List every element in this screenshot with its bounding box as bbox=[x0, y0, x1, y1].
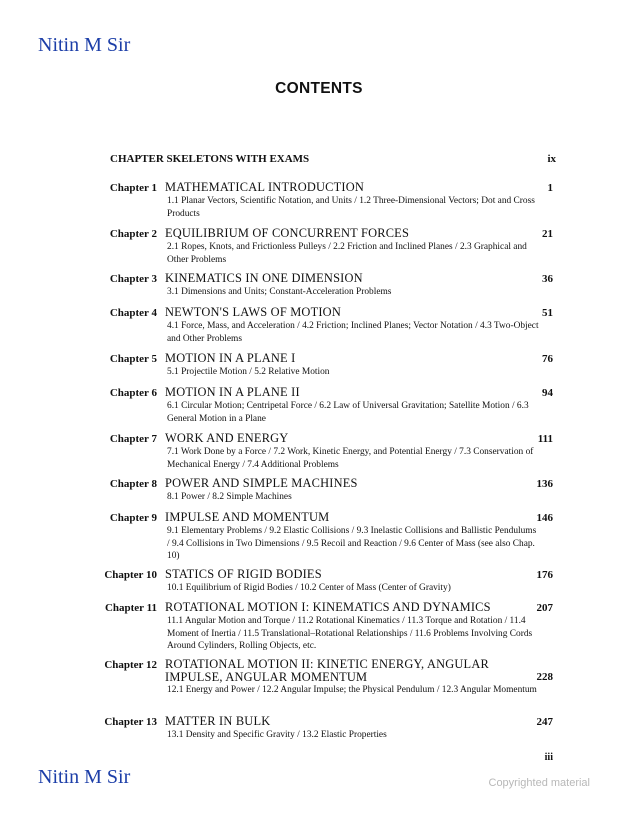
chapter-page: 51 bbox=[542, 307, 553, 319]
chapter-page: 176 bbox=[536, 569, 553, 581]
chapter-title: MOTION IN A PLANE II bbox=[165, 385, 300, 399]
chapter-label: Chapter 11 bbox=[104, 602, 157, 614]
chapter-label: Chapter 10 bbox=[104, 569, 157, 581]
chapter-title: KINEMATICS IN ONE DIMENSION bbox=[165, 271, 363, 285]
chapter-page: 228 bbox=[536, 671, 553, 683]
chapter-title: IMPULSE AND MOMENTUM bbox=[165, 510, 330, 524]
chapter-page: 207 bbox=[536, 602, 553, 614]
chapter-label: Chapter 12 bbox=[104, 659, 157, 671]
chapter-title: MATTER IN BULK bbox=[165, 714, 271, 728]
chapter-sections: 1.1 Planar Vectors, Scientific Notation, and Units / 1.2 Three-Dimensional Vectors; Dot and Cross Products bbox=[167, 196, 535, 219]
chapter-sections: 13.1 Density and Specific Gravity / 13.2 Elastic Properties bbox=[167, 730, 387, 740]
chapter-label: Chapter 7 bbox=[109, 433, 157, 445]
chapter-label: Chapter 9 bbox=[109, 512, 157, 524]
chapter-title: EQUILIBRIUM OF CONCURRENT FORCES bbox=[165, 226, 410, 240]
chapter-page: 136 bbox=[536, 478, 553, 490]
chapter-title: ROTATIONAL MOTION I: KINEMATICS AND DYNAMICS bbox=[165, 600, 491, 614]
chapter-page: 146 bbox=[536, 512, 553, 524]
chapter-page: 21 bbox=[542, 228, 553, 240]
chapter-label: Chapter 2 bbox=[109, 228, 157, 240]
chapter-sections: 2.1 Ropes, Knots, and Frictionless Pulleys / 2.2 Friction and Inclined Planes / 2.3 Graphical and Other Problems bbox=[167, 242, 527, 265]
chapter-sections: 5.1 Projectile Motion / 5.2 Relative Motion bbox=[167, 367, 330, 377]
copyright-notice: Copyrighted material bbox=[488, 777, 590, 789]
chapter-title: WORK AND ENERGY bbox=[165, 431, 289, 445]
chapter-page: 94 bbox=[542, 387, 553, 399]
chapter-sections: 7.1 Work Done by a Force / 7.2 Work, Kinetic Energy, and Potential Energy / 7.3 Conservation of Mechanical Energy / 7.4 Additional Problems bbox=[167, 447, 534, 470]
page-number: iii bbox=[544, 752, 553, 763]
chapter-label: Chapter 3 bbox=[109, 273, 157, 285]
chapter-sections: 4.1 Force, Mass, and Acceleration / 4.2 Friction; Inclined Planes; Vector Notation / 4.3 Two-Object and Other Problems bbox=[167, 321, 539, 344]
chapter-page: 76 bbox=[542, 353, 553, 365]
watermark-top: Nitin M Sir bbox=[38, 34, 131, 56]
chapter-sections: 6.1 Circular Motion; Centripetal Force / 6.2 Law of Universal Gravitation; Satellite Motion / 6.3 General Motion in a Plane bbox=[167, 401, 529, 424]
chapter-page: 36 bbox=[542, 273, 553, 285]
chapter-title: ROTATIONAL MOTION II: KINETIC ENERGY, ANGULAR IMPULSE, ANGULAR MOMENTUM bbox=[165, 657, 489, 684]
skeleton-page: ix bbox=[547, 153, 556, 165]
chapter-page: 247 bbox=[536, 716, 553, 728]
chapter-sections: 10.1 Equilibrium of Rigid Bodies / 10.2 Center of Mass (Center of Gravity) bbox=[167, 583, 451, 593]
chapter-label: Chapter 4 bbox=[109, 307, 157, 319]
chapter-title: MOTION IN A PLANE I bbox=[165, 351, 296, 365]
chapter-label: Chapter 6 bbox=[109, 387, 157, 399]
skeleton-row bbox=[110, 153, 556, 165]
chapter-title: NEWTON'S LAWS OF MOTION bbox=[165, 305, 341, 319]
chapter-page: 1 bbox=[547, 182, 553, 194]
watermark-bottom: Nitin M Sir bbox=[38, 766, 131, 788]
page-title: CONTENTS bbox=[275, 80, 363, 97]
skeleton-label: CHAPTER SKELETONS WITH EXAMS bbox=[110, 153, 310, 165]
chapter-sections: 9.1 Elementary Problems / 9.2 Elastic Collisions / 9.3 Inelastic Collisions and Ballistic Pendulums / 9.4 Collisions in Two Dimensions / 9.5 Recoil and Reaction / 9.6 Center of Mass (see also Chap. 10) bbox=[167, 526, 537, 562]
chapter-title: MATHEMATICAL INTRODUCTION bbox=[165, 180, 364, 194]
chapter-page: 111 bbox=[537, 433, 553, 445]
chapter-title: POWER AND SIMPLE MACHINES bbox=[165, 476, 358, 490]
chapter-sections: 3.1 Dimensions and Units; Constant-Acceleration Problems bbox=[167, 287, 392, 297]
chapter-title: STATICS OF RIGID BODIES bbox=[165, 567, 322, 581]
chapter-label: Chapter 13 bbox=[104, 716, 157, 728]
chapter-label: Chapter 5 bbox=[109, 353, 157, 365]
chapter-label: Chapter 1 bbox=[109, 182, 157, 194]
chapter-sections: 8.1 Power / 8.2 Simple Machines bbox=[167, 492, 292, 502]
chapter-label: Chapter 8 bbox=[109, 478, 157, 490]
chapter-sections: 12.1 Energy and Power / 12.2 Angular Impulse; the Physical Pendulum / 12.3 Angular Momentum bbox=[167, 685, 537, 695]
chapter-sections: 11.1 Angular Motion and Torque / 11.2 Rotational Kinematics / 11.3 Torque and Rotation / 11.4 Moment of Inertia / 11.5 Translational–Rotational Relationships / 11.6 Problems Involving Cords Around Cylinders, Rolling Objects, etc. bbox=[167, 616, 533, 652]
